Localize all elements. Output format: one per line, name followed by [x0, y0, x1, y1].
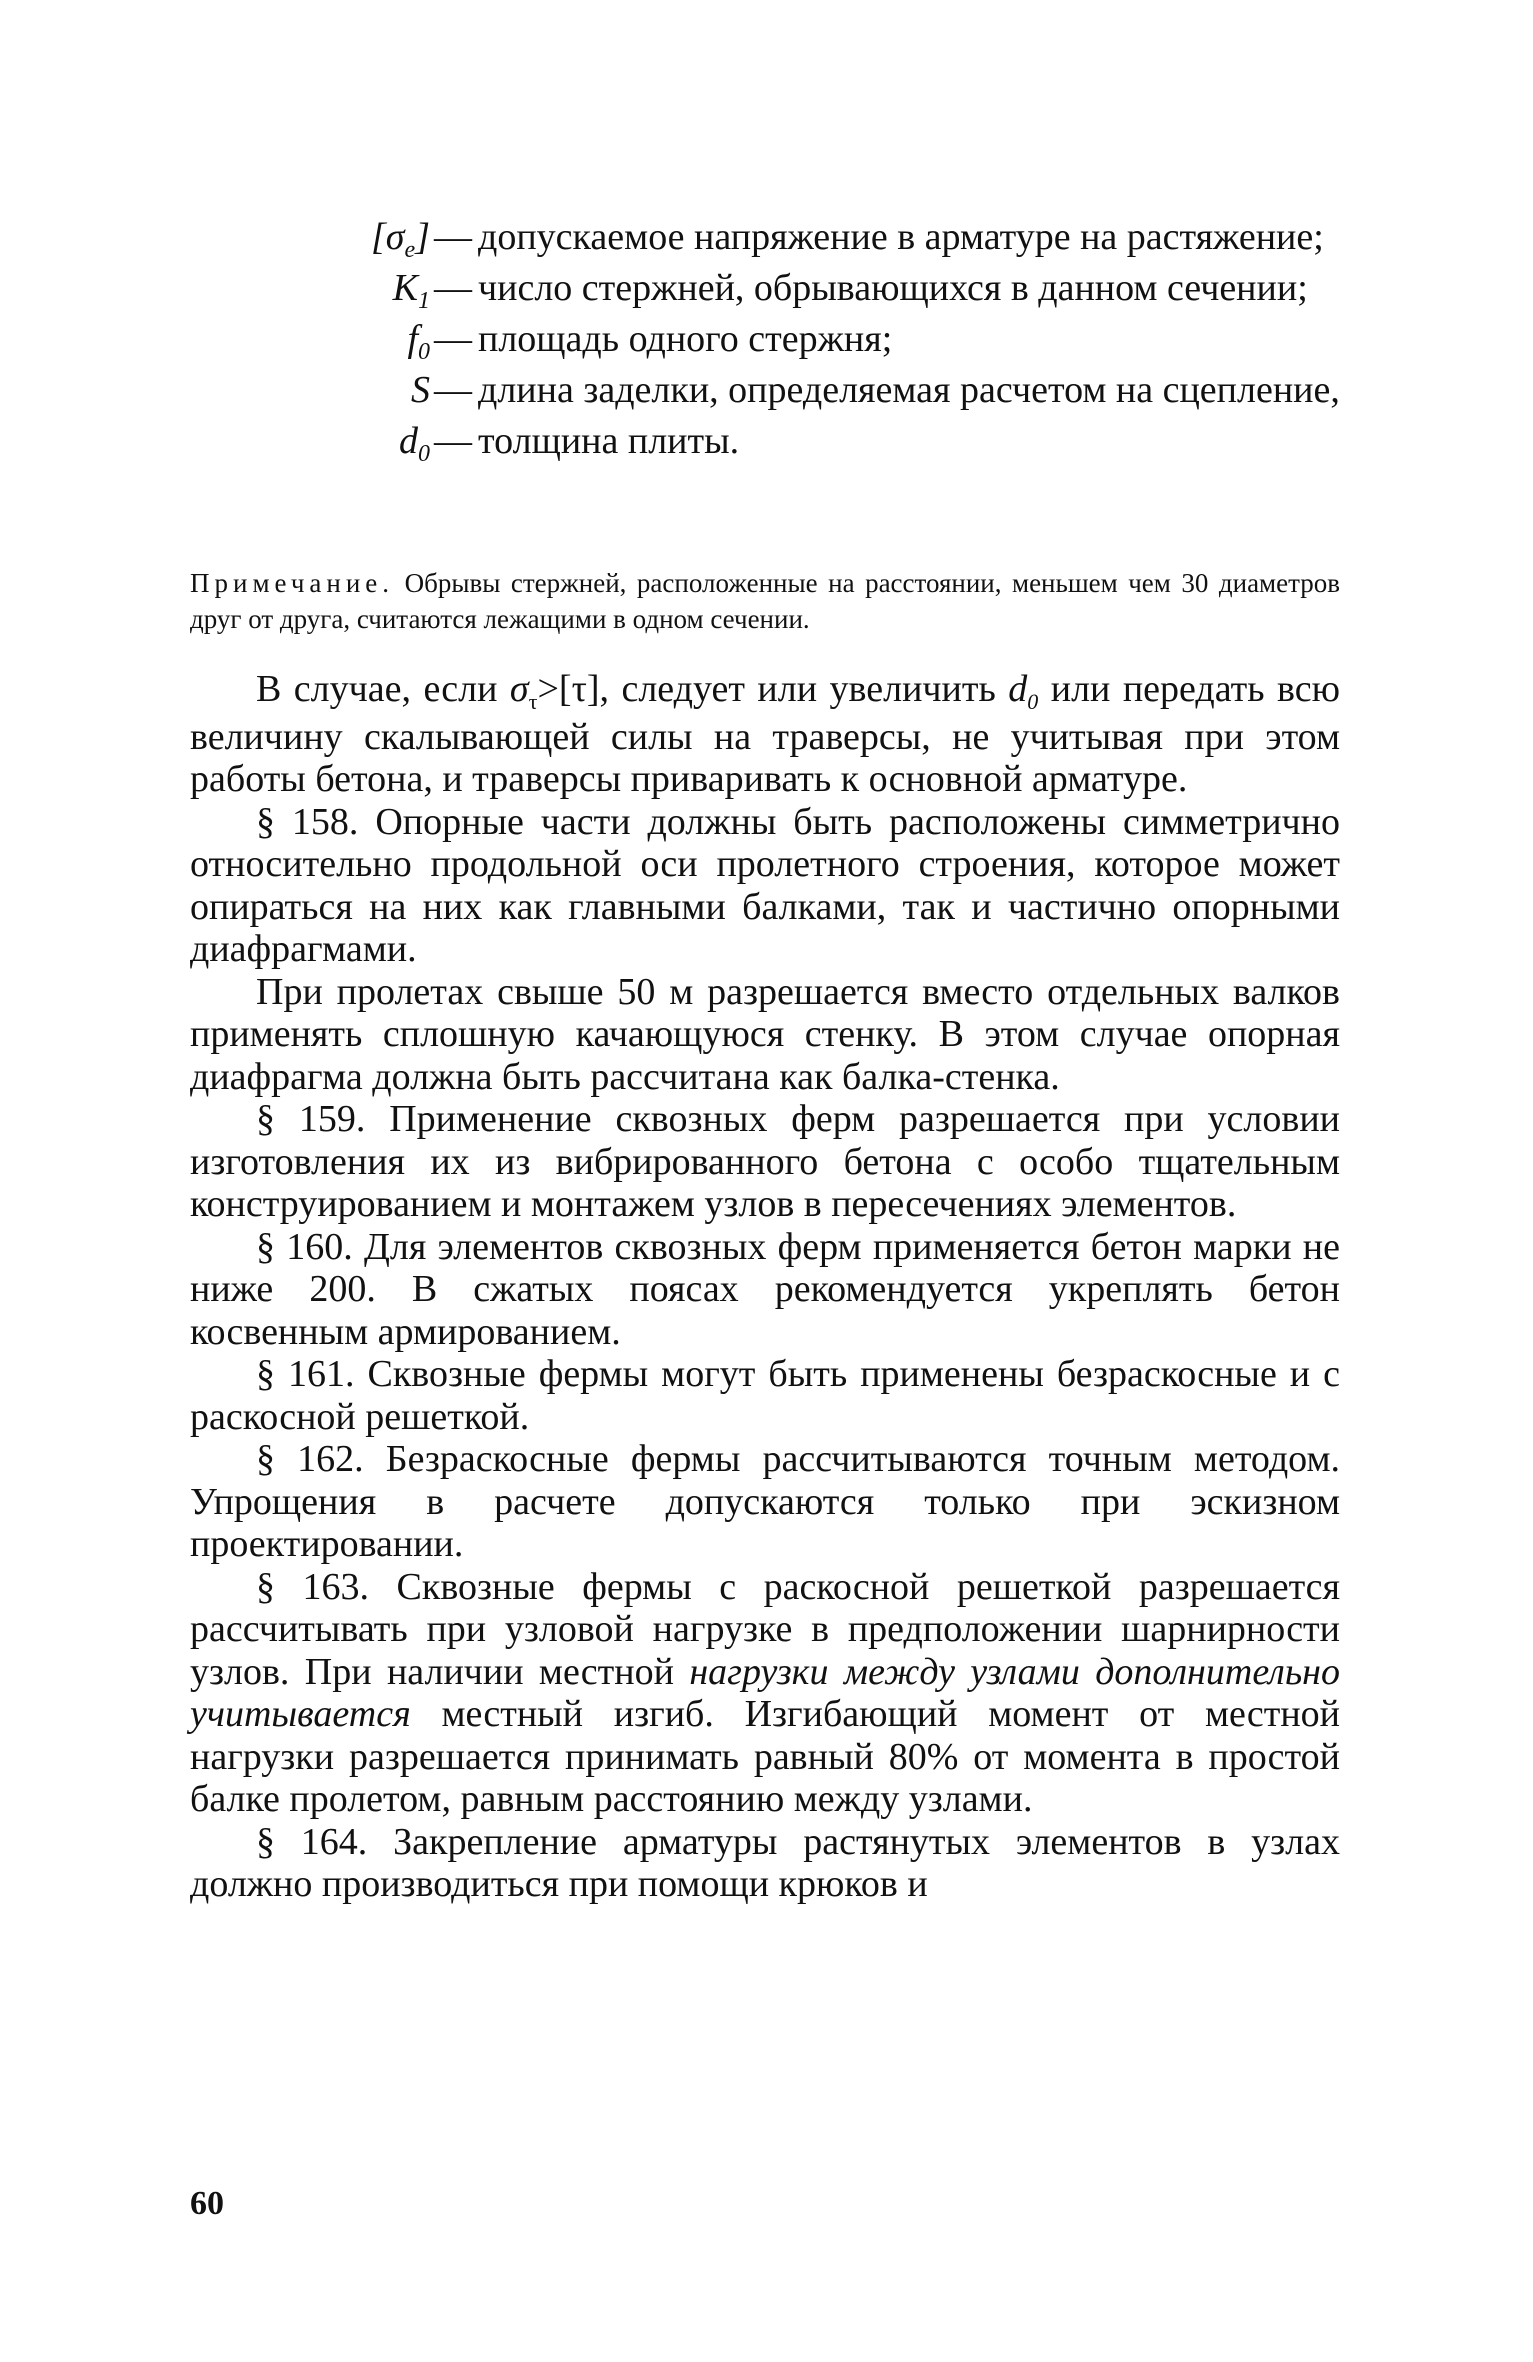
paragraph-159: § 159. Применение сквозных ферм разрешается при условии изготовления их из вибрированного бетона с особо тщательным конструированием и монтажем узлов в пересечениях элементов.: [190, 1098, 1340, 1225]
paragraph-160: § 160. Для элементов сквозных ферм применяется бетон марки не ниже 200. В сжатых поясах рекомендуется укреплять бетон косвенным армированием.: [190, 1225, 1340, 1353]
legend-item: $f_0$ — площадь одного стержня;: [300, 317, 1345, 366]
paragraph-162: § 162. Безраскосные фермы рассчитываются точным методом. Упрощения в расчете допускаются только при эскизном проектировании.: [190, 1438, 1340, 1565]
paragraph: В случае, если $\sigma_\tau>[\tau]$, следует или увеличить $d_0$ или передать всю величину скалывающей силы на траверсы, не учитывая при этом работы бетона, и траверсы приваривать к основной арматуре.: [190, 668, 1340, 800]
legend-symbol: $f_0$: [407, 318, 430, 365]
note-text: Обрывы стержней, расположенные на расстоянии, меньшем чем 30 диаметров друг от друга, считаются лежащими в одном сечении.: [190, 568, 1341, 634]
legend-description: число стержней, обрывающихся в данном сечении;: [478, 267, 1308, 309]
paragraph-163: § 163. Сквозные фермы с раскосной решеткой разрешается рассчитывать при узловой нагрузке в предположении шарнирности узлов. При наличии местной нагрузки между узлами дополнительно учитывается местный изгиб. Изгибающий момент от местной нагрузки разрешается принимать равный 80% от момента в простой балке пролетом, равным расстоянию между узлами.: [190, 1565, 1340, 1820]
paragraph-158: § 158. Опорные части должны быть расположены симметрично относительно продольной оси пролетного строения, которое может опираться на них как главными балками, так и частично опорными диафрагмами.: [190, 800, 1340, 970]
legend-description: длина заделки, определяемая расчетом на сцепление,: [478, 369, 1340, 411]
paragraph-161: § 161. Сквозные фермы могут быть применены безраскосные и с раскосной решеткой.: [190, 1353, 1340, 1438]
paragraph-164: § 164. Закрепление арматуры растянутых элементов в узлах должно производиться при помощи крюков и: [190, 1820, 1340, 1905]
legend-symbol: S: [411, 369, 430, 411]
legend-description: толщина плиты.: [478, 420, 740, 462]
legend-description: допускаемое напряжение в арматуре на растяжение;: [478, 216, 1324, 258]
note-label: Примечание.: [190, 568, 395, 598]
note: [190, 565, 1340, 637]
page-number: 60: [190, 2185, 224, 2222]
legend-symbol: $K_1$: [392, 267, 430, 314]
symbol-legend: [300, 215, 1345, 470]
legend-item: $d_0$ — толщина плиты.: [300, 419, 1345, 468]
main-text: [190, 668, 1340, 1906]
legend-symbol: $[\sigma_e]$: [371, 216, 430, 263]
legend-item: $[\sigma_e]$ — допускаемое напряжение в арматуре на растяжение;: [300, 215, 1345, 264]
legend-item: $K_1$ — число стержней, обрывающихся в данном сечении;: [300, 266, 1345, 315]
legend-description: площадь одного стержня;: [478, 318, 893, 360]
legend-item: S — длина заделки, определяемая расчетом на сцепление,: [300, 368, 1345, 417]
legend-symbol: $d_0$: [399, 420, 430, 467]
paragraph: При пролетах свыше 50 м разрешается вместо отдельных валков применять сплошную качающуюся стенку. В этом случае опорная диафрагма должна быть рассчитана как балка-стенка.: [190, 970, 1340, 1098]
